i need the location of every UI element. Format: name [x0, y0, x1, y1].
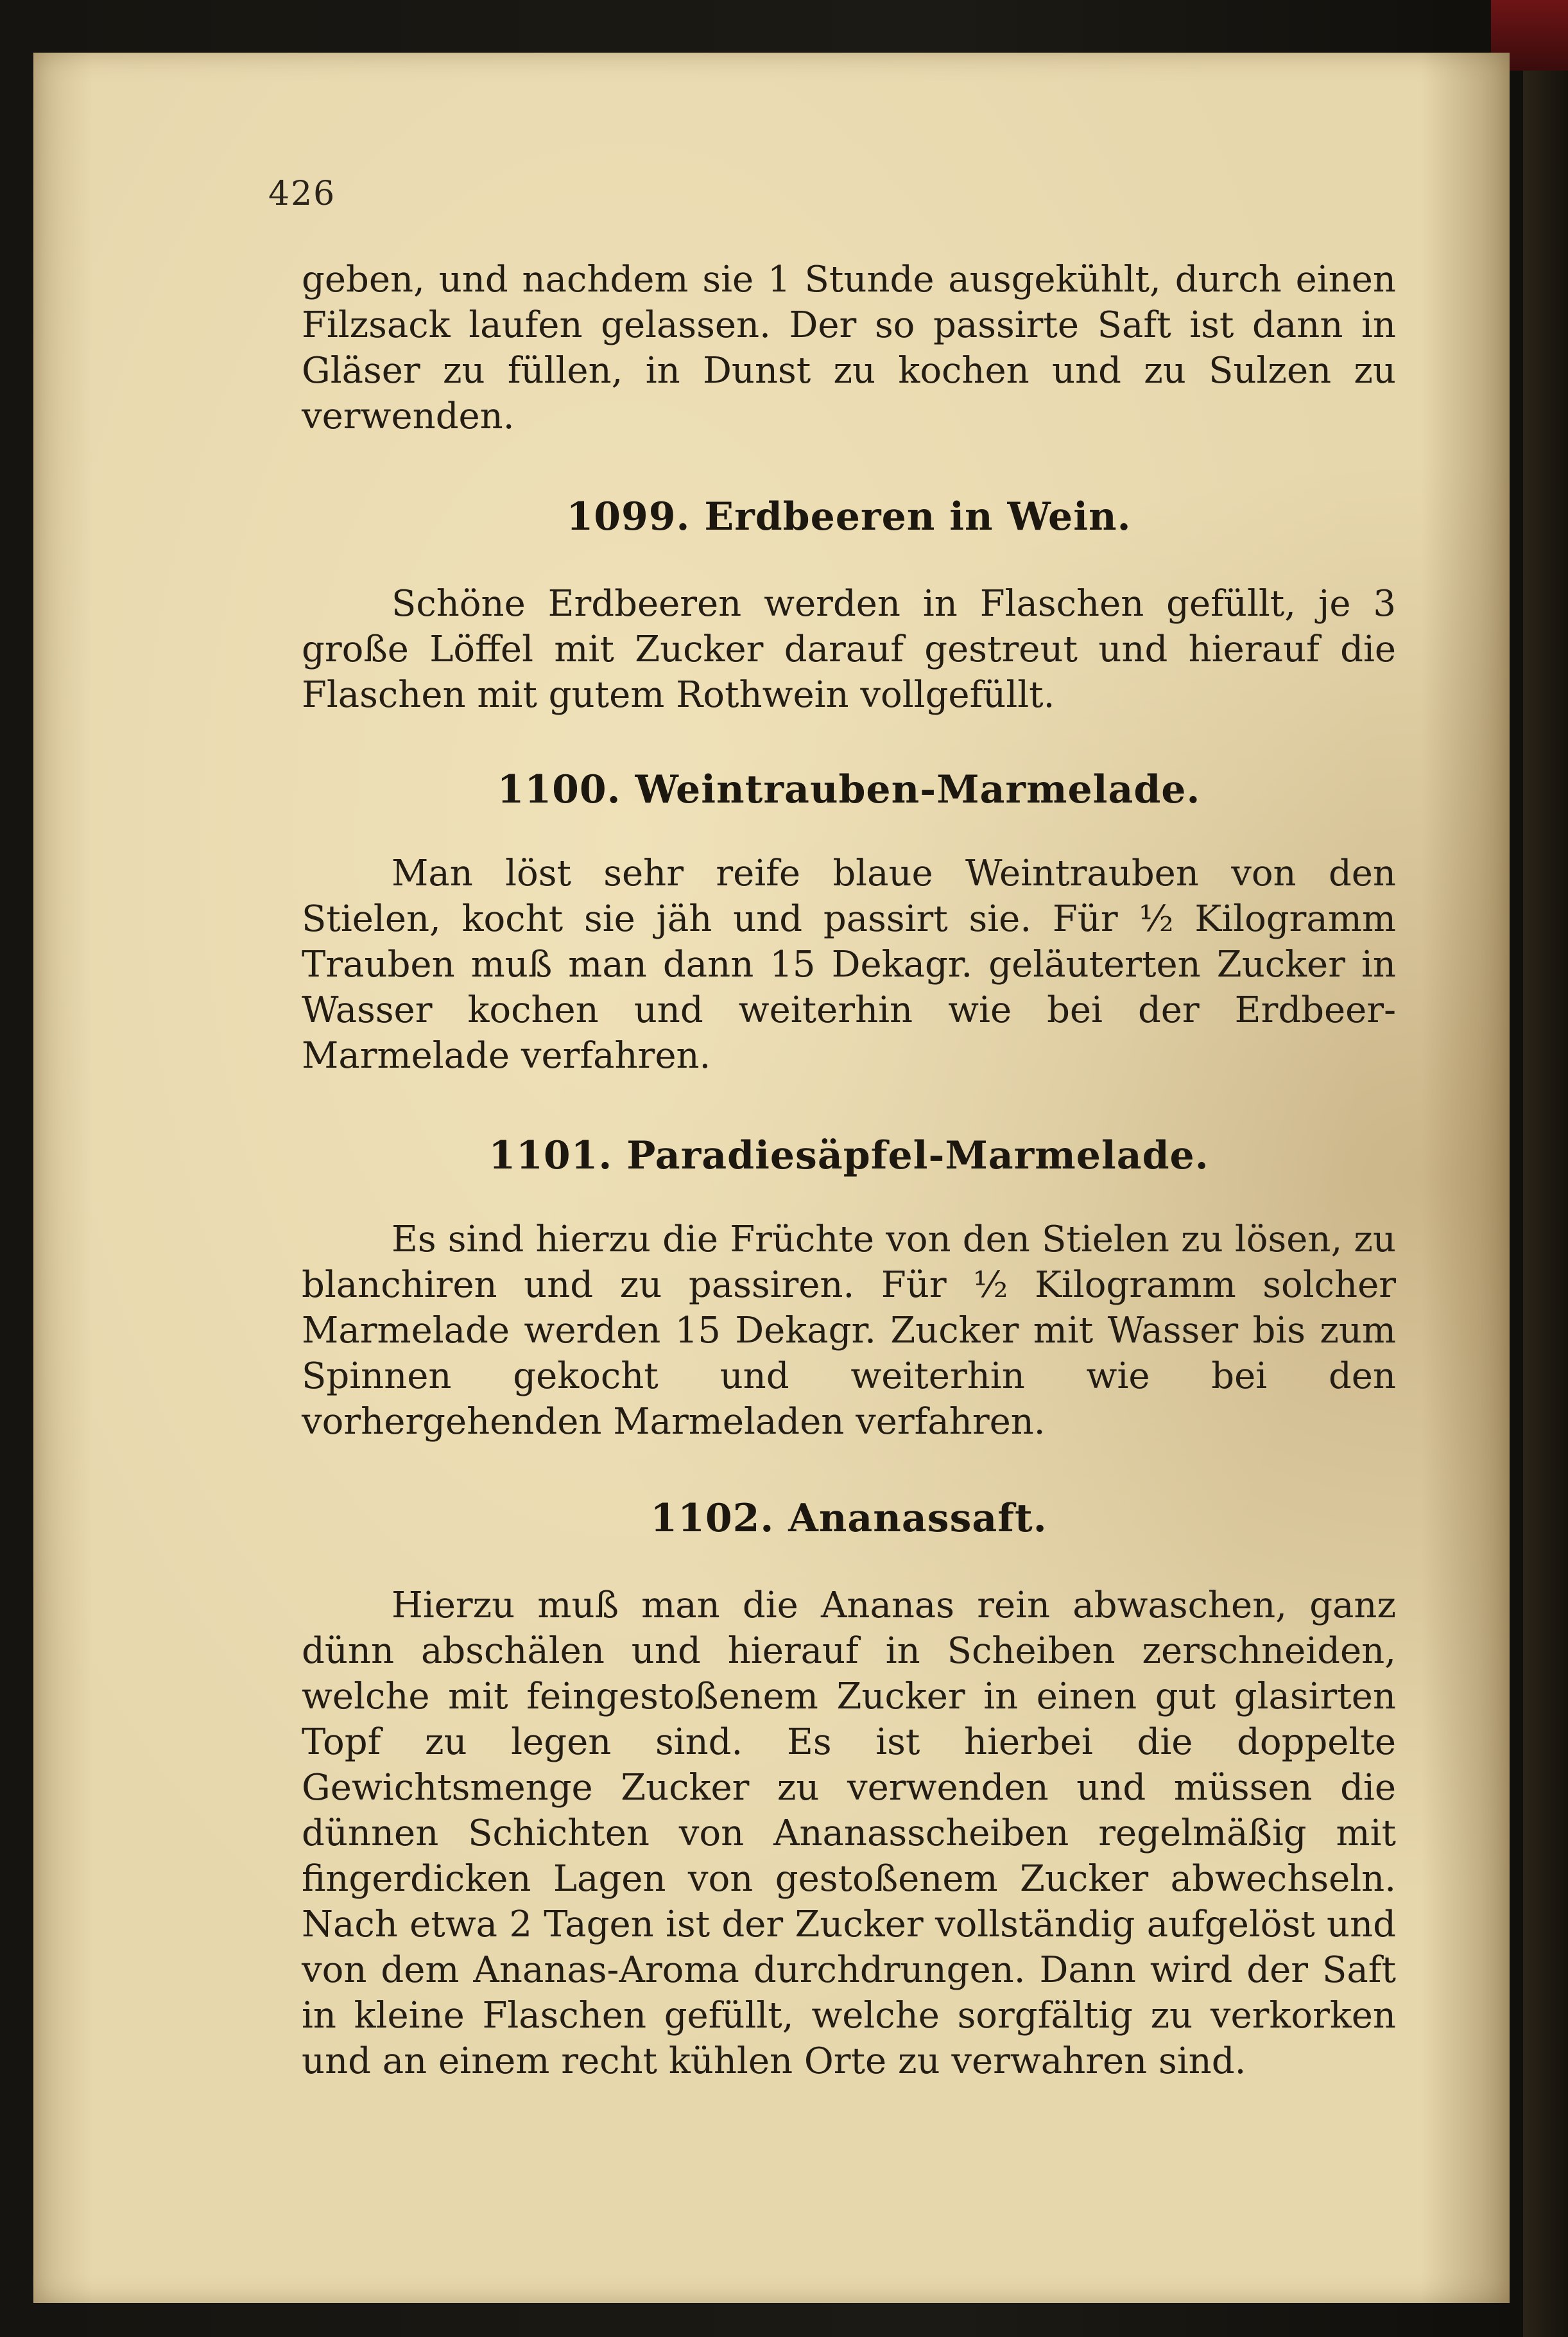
recipe-number: 1101.: [488, 1133, 613, 1178]
book-spine: [1523, 71, 1568, 2337]
paragraph-1099: [302, 581, 1396, 718]
paragraph-1101: [302, 1217, 1396, 1445]
paragraph-1100: [302, 851, 1396, 1079]
page-number: 426: [268, 175, 336, 213]
paragraph-continuation: [302, 257, 1396, 439]
recipe-number: 1100.: [497, 767, 621, 812]
paragraph-text: Es sind hierzu die Früchte von den Stielen zu lösen, zu blanchiren und zu passiren. Für ½ Kilogramm solcher Marmelade werden 15 Dekagr. Zucker mit Wasser bis zum Spinnen gekocht und weiterhin wie bei den vorhergehenden Marmeladen verfahren.: [302, 1219, 1396, 1443]
paragraph-1102: [302, 1583, 1396, 2084]
recipe-heading-1099: [302, 494, 1396, 539]
recipe-title: Ananassaft.: [788, 1496, 1047, 1541]
paragraph-text: geben, und nachdem sie 1 Stunde ausgekühlt, durch einen Filzsack laufen gelassen. Der so passirte Saft ist dann in Gläser zu füllen, in Dunst zu kochen und zu Sulzen zu verwenden.: [302, 259, 1396, 437]
recipe-heading-1101: [302, 1133, 1396, 1178]
recipe-heading-1102: [302, 1496, 1396, 1541]
recipe-title: Erdbeeren in Wein.: [704, 494, 1132, 539]
recipe-heading-1100: [302, 767, 1396, 812]
recipe-title: Paradiesäpfel-Marmelade.: [626, 1133, 1209, 1178]
paragraph-text: Schöne Erdbeeren werden in Flaschen gefüllt, je 3 große Löffel mit Zucker darauf gestreut und hierauf die Flaschen mit gutem Rothwein vollgefüllt.: [302, 583, 1396, 716]
recipe-number: 1099.: [566, 494, 691, 539]
recipe-number: 1102.: [650, 1496, 775, 1541]
paragraph-text: Man löst sehr reife blaue Weintrauben von den Stielen, kocht sie jäh und passirt sie. Für ½ Kilogramm Trauben muß man dann 15 Dekagr. geläuterten Zucker in Wasser kochen und weiterhin wie bei der Erdbeer-Marmelade verfahren.: [302, 853, 1396, 1077]
recipe-title: Weintrauben-Marmelade.: [635, 767, 1201, 812]
paragraph-text: Hierzu muß man die Ananas rein abwaschen, ganz dünn abschälen und hierauf in Scheiben zerschneiden, welche mit feingestoßenem Zucker in einen gut glasirten Topf zu legen sind. Es ist hierbei die doppelte Gewichtsmenge Zucker zu verwenden und müssen die dünnen Schichten von Ananasscheiben regelmäßig mit fingerdicken Lagen von gestoßenem Zucker abwechseln. Nach etwa 2 Tagen ist der Zucker vollständig aufgelöst und von dem Ananas-Aroma durchdrungen. Dann wird der Saft in kleine Flaschen gefüllt, welche sorgfältig zu verkorken und an einem recht kühlen Orte zu verwahren sind.: [302, 1585, 1396, 2082]
